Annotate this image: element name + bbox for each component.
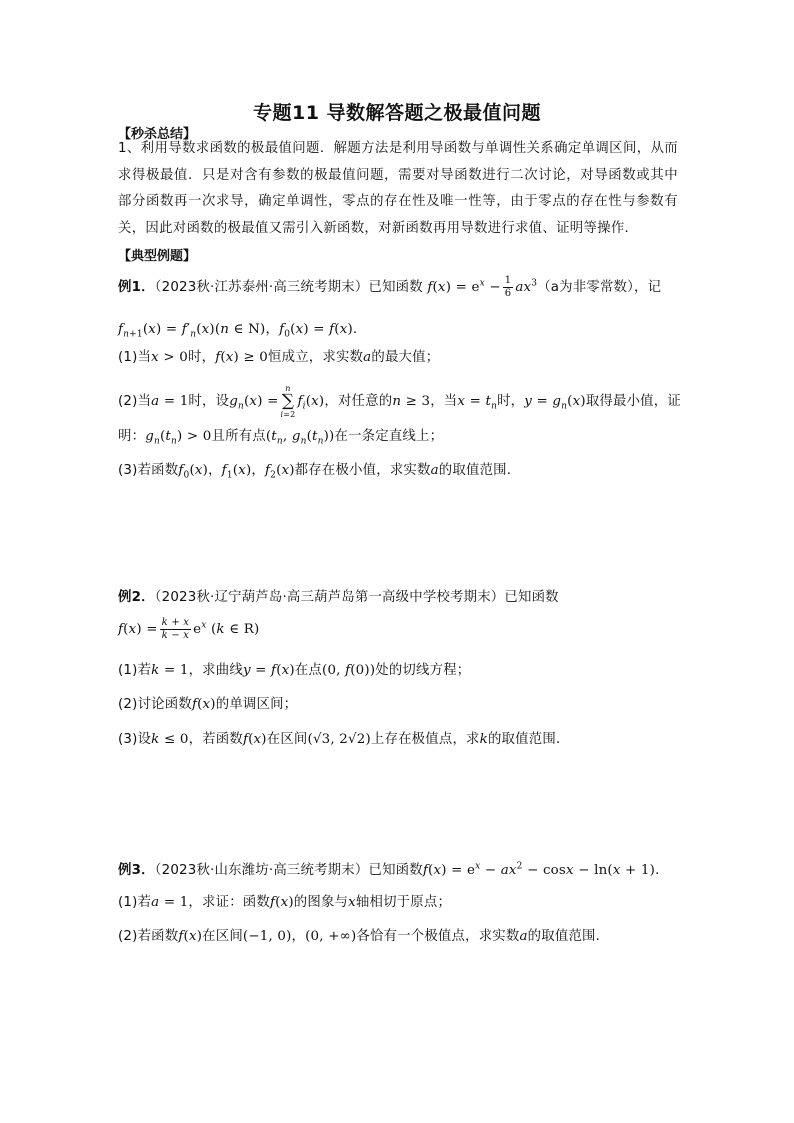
summary-heading: 【秒杀总结】: [118, 127, 197, 142]
formula: f(x): [178, 929, 203, 944]
formula: k ≤ 0: [151, 732, 189, 747]
formula: a = 1: [151, 394, 189, 409]
example-1-part-2: (2)当a = 1时，设$g_n(x) =n$ ∑ $i=2f_i(x)$，对任意的n ≥ 3，当$x = t_n$时，$y = g_n(x)$取得最小值，证: [118, 384, 681, 419]
formula: f(x) ≥ 0: [215, 350, 269, 365]
example-3-part-1: (1)若a = 1，求证：函数f(x)的图象与x轴相切于原点；: [118, 895, 452, 910]
formula: $f(x) = e^x - ax^2 - \cos x - \ln(x + 1)$: [422, 861, 656, 878]
formula: $f_0(x) = f(x)$: [279, 322, 353, 340]
formula: x: [151, 350, 159, 365]
example-3-label: 例3．: [118, 863, 155, 878]
example-1-part-1: (1)当x > 0时，f(x) ≥ 0恒成立，求实数a的最大值；: [118, 350, 440, 365]
formula: f(x) = $\frac{k + x}{k - x}$ $e^x$ (k ∈ R): [118, 617, 260, 641]
example-2-label: 例2．: [118, 590, 155, 605]
formula: $y = g_n(x)$: [524, 394, 586, 412]
formula: $g_n(x) =n$ ∑ $i=2f_i(x)$: [229, 384, 325, 419]
example-3-source: （2023秋·山东潍坊·高三统考期末）: [154, 863, 369, 878]
examples-heading: 【典型例题】: [118, 249, 197, 264]
formula: $f(x) = e^x$ − $\frac{1}{6}$ $ax^3$: [427, 275, 538, 299]
formula: (0, f(0)): [322, 663, 376, 678]
example-1-definition: $f_{n+1}(x) = f'_n(x)(n$ ∈ N)，$f_0(x) = f(x)$.: [118, 322, 358, 340]
formula: f(x): [191, 697, 216, 712]
formula: (√3, 2√2): [307, 732, 371, 747]
example-2-part-2: (2)讨论函数f(x)的单调区间；: [118, 697, 298, 712]
formula: $f_0(x)$，$f_1(x)$，$f_2(x)$: [178, 463, 295, 481]
example-1-part-3: (3)若函数$f_0(x)$，$f_1(x)$，$f_2(x)$都存在极小值，求实数a的取值范围.: [118, 463, 512, 481]
formula: (−1, 0)，(0, +∞): [242, 929, 357, 944]
example-3-header: 例3．（2023秋·山东潍坊·高三统考期末）已知函数$f(x) = e^x - ax^2 - \cos x - \ln(x + 1)$.: [118, 861, 660, 878]
example-2-part-1: (1)若k = 1，求曲线y = f(x)在点(0, f(0))处的切线方程；: [118, 663, 471, 678]
example-2-part-3: (3)设k ≤ 0，若函数f(x)在区间(√3, 2√2)上存在极值点，求k的取值范围.: [118, 732, 561, 747]
formula: ($t_n$, $g_n(t_n)$): [265, 429, 335, 447]
formula: k = 1: [151, 663, 189, 678]
example-2-header: 例2．（2023秋·辽宁葫芦岛·高三葫芦岛第一高级中学校考期末）已知函数: [118, 590, 559, 605]
example-1-label: 例1．: [118, 280, 155, 295]
formula: n ≥ 3: [392, 394, 431, 409]
formula: $f_{n+1}(x) = f'_n(x)(n$ ∈ N): [118, 322, 266, 340]
example-2-source: （2023秋·辽宁葫芦岛·高三葫芦岛第一高级中学校考期末）: [154, 590, 505, 605]
example-1-part-2-cont: 明：$g_n(t_n) > 0$且所有点($t_n$, $g_n(t_n)$)在一条定直线上；: [118, 429, 444, 447]
formula: $x = t_n$: [457, 394, 498, 412]
formula: $g_n(t_n) > 0$: [145, 429, 212, 447]
formula: f(x): [242, 732, 267, 747]
summary-paragraph: 1、利用导数求函数的极最值问题．解题方法是利用导函数与单调性关系确定单调区间，从而求得极最值．只是对含有参数的极最值问题，需要对导函数进行二次讨论，对导函数或其中部分函数再一次求导，确定单调性，零点的存在性及唯一性等，由于零点的存在性与参数有关，因此对函数的极最值又需引入新函数，对新函数再用导数进行求值、证明等操作．: [118, 141, 678, 236]
formula: y = f(x): [242, 663, 295, 678]
page-title: 专题11 导数解答题之极最值问题: [252, 102, 542, 124]
example-1-header: 例1．（2023秋·江苏泰州·高三统考期末）已知函数 $f(x) = e^x$ − $\frac{1}{6}$ $ax^3(a$为非零常数），记: [118, 275, 662, 299]
example-2-function: [118, 617, 688, 642]
example-1-source: （2023秋·江苏泰州·高三统考期末）: [154, 280, 369, 295]
formula: f(x): [269, 895, 294, 910]
formula: a = 1: [151, 895, 189, 910]
example-3-part-2: (2)若函数f(x)在区间(−1, 0)，(0, +∞)各恰有一个极值点，求实数a的取值范围.: [118, 929, 601, 944]
